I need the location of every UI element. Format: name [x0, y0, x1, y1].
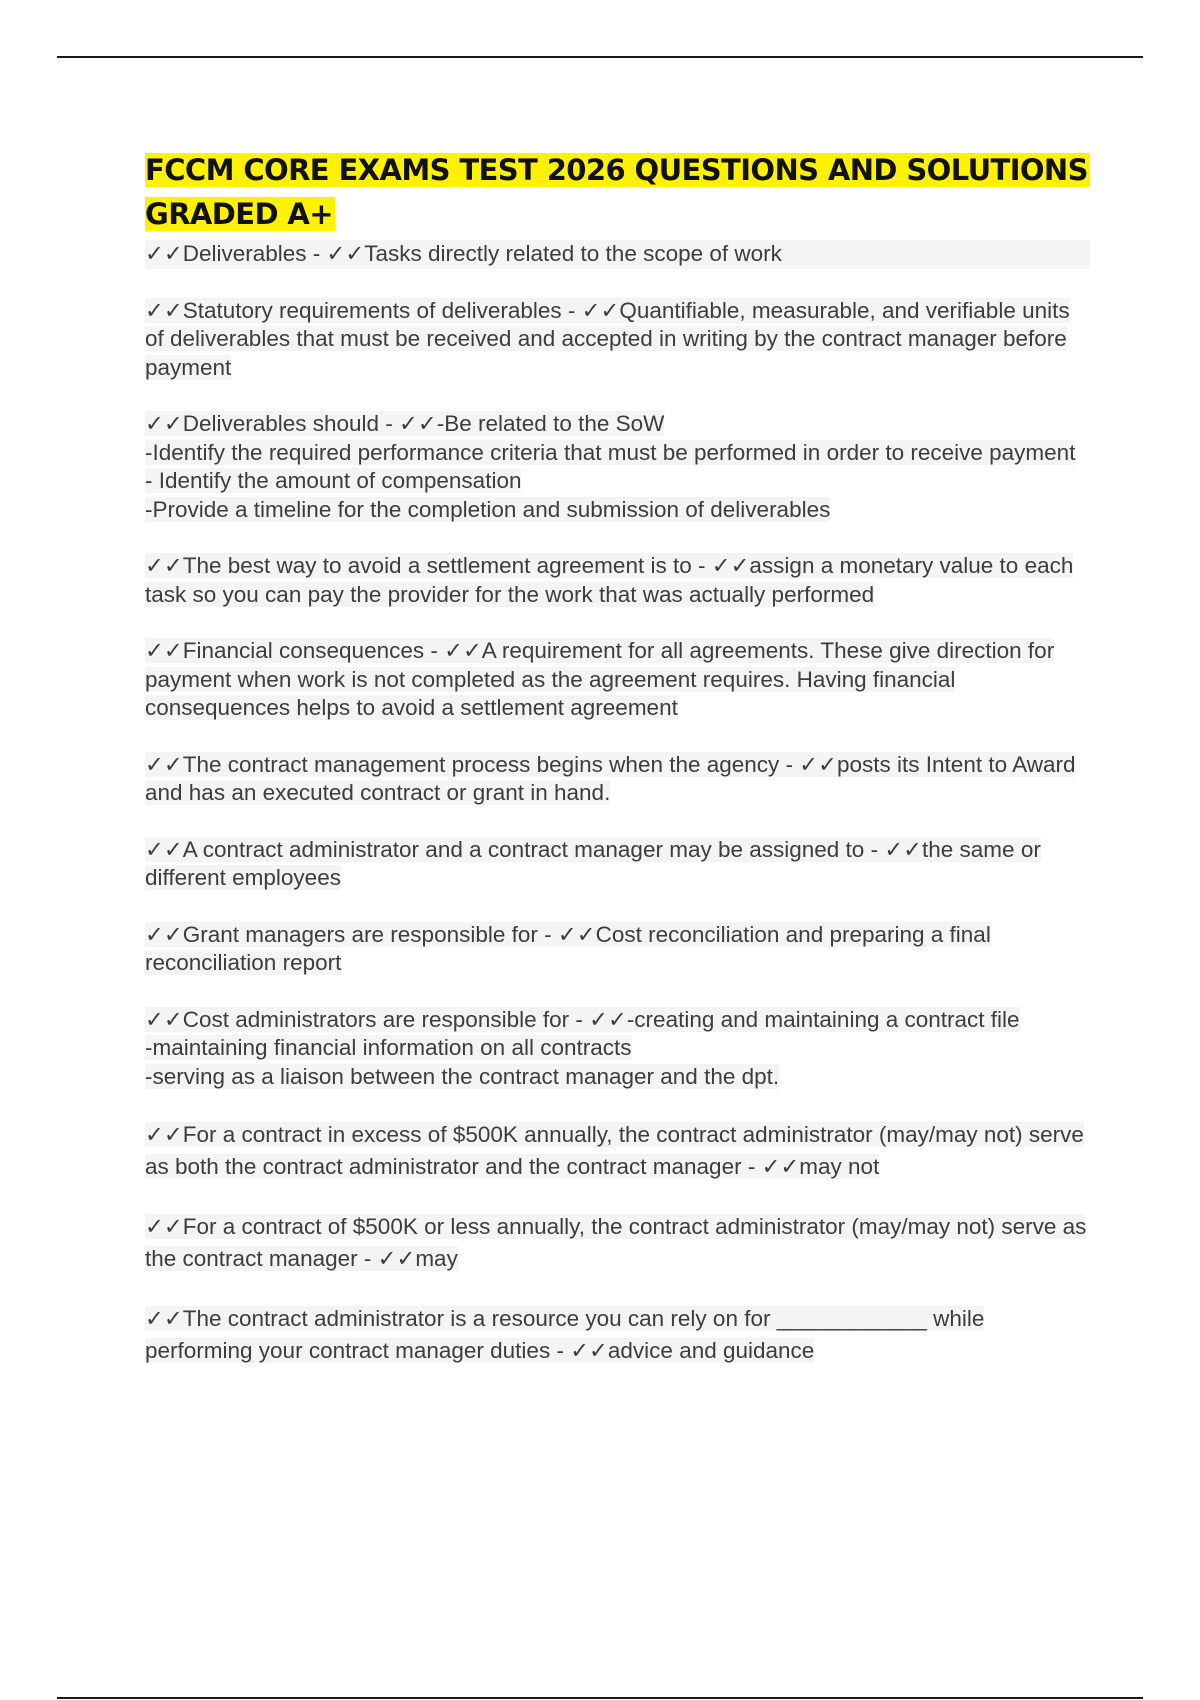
qa-line: ✓✓Statutory requirements of deliverables - ✓✓Quantifiable, measurable, and verifiable units of deliverables that must be received and accepted in writing by the contract manager before payment: [145, 297, 1070, 380]
qa-line: -Provide a timeline for the completion and submission of deliverables: [145, 496, 831, 522]
bottom-rule: [57, 1697, 1143, 1699]
document-title: [145, 148, 1090, 236]
qa-line: -serving as a liaison between the contract manager and the dpt.: [145, 1063, 780, 1089]
qa-entry: [145, 297, 1090, 383]
qa-line: ✓✓The contract management process begins when the agency - ✓✓posts its Intent to Award and has an executed contract or grant in hand.: [145, 751, 1076, 805]
qa-line: - Identify the amount of compensation: [145, 468, 522, 493]
title-highlight: FCCM CORE EXAMS TEST 2026 QUESTIONS AND SOLUTIONS GRADED A+: [145, 153, 1088, 231]
qa-line: ✓✓Financial consequences - ✓✓A requirement for all agreements. These give direction for payment when work is not completed as the agreement requires. Having financial consequences helps to avoid a settlement agreement: [145, 638, 1055, 720]
qa-entry: [145, 1303, 1090, 1367]
qa-line: ✓✓Cost administrators are responsible for - ✓✓-creating and maintaining a contract file: [145, 1006, 1020, 1032]
qa-line: ✓✓A contract administrator and a contract manager may be assigned to - ✓✓the same or different employees: [145, 836, 1041, 890]
document-body: [145, 148, 1090, 1395]
qa-line: ✓✓For a contract of $500K or less annually, the contract administrator (may/may not) serve as the contract manager - ✓✓may: [145, 1214, 1087, 1271]
top-rule: [57, 56, 1143, 58]
qa-entry: [145, 552, 1090, 609]
qa-line: ✓✓Deliverables should - ✓✓-Be related to the SoW: [145, 411, 665, 436]
qa-line: ✓✓For a contract in excess of $500K annually, the contract administrator (may/may not) serve as both the contract administrator and the contract manager - ✓✓may not: [145, 1122, 1084, 1179]
qa-entry: [145, 751, 1090, 808]
qa-line: -maintaining financial information on all contracts: [145, 1035, 632, 1060]
qa-line: ✓✓Grant managers are responsible for - ✓✓Cost reconciliation and preparing a final reconciliation report: [145, 921, 991, 975]
qa-entry: [145, 921, 1090, 978]
qa-line: ✓✓The best way to avoid a settlement agreement is to - ✓✓assign a monetary value to each task so you can pay the provider for the work that was actually performed: [145, 553, 1074, 607]
qa-entry: [145, 240, 1090, 269]
qa-entry: [145, 637, 1090, 723]
qa-entry: [145, 1006, 1090, 1092]
qa-line: ✓✓Deliverables - ✓✓Tasks directly related to the scope of work: [145, 240, 1090, 269]
qa-line: ✓✓The contract administrator is a resource you can rely on for ____________ while performing your contract manager duties - ✓✓advice and guidance: [145, 1306, 985, 1363]
qa-entry: [145, 1119, 1090, 1183]
qa-entry: [145, 1211, 1090, 1275]
qa-entry: [145, 410, 1090, 524]
qa-line: -Identify the required performance criteria that must be performed in order to receive payment: [145, 439, 1076, 465]
qa-entry: [145, 836, 1090, 893]
